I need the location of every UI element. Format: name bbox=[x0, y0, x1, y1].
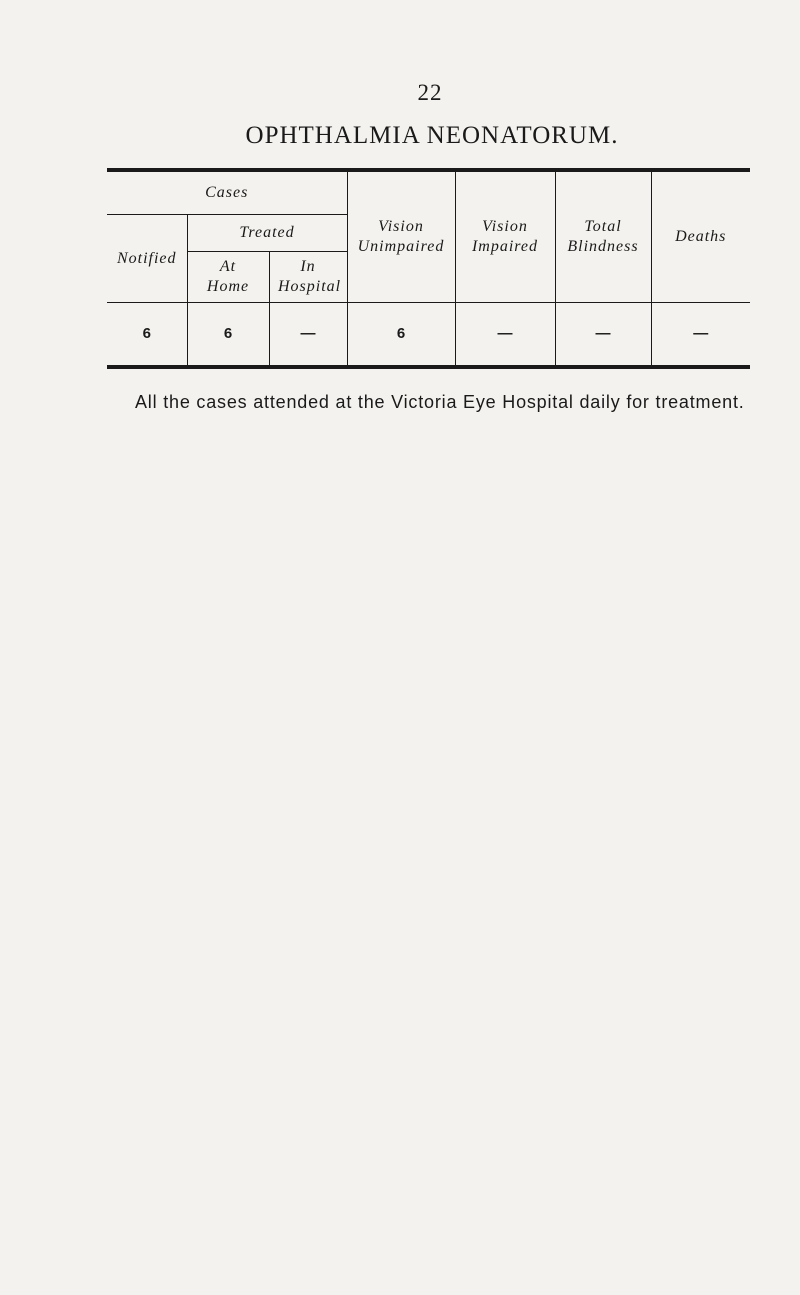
treatment-note: All the cases attended at the Victoria Eye Hospital daily for treatment. bbox=[135, 392, 745, 412]
deaths-header: Deaths bbox=[651, 170, 750, 303]
header-row-cases bbox=[107, 170, 750, 215]
at-home-value: 6 bbox=[187, 303, 269, 368]
table-row bbox=[107, 303, 750, 368]
in-hospital-value: — bbox=[269, 303, 347, 368]
at-home-header: At Home bbox=[187, 252, 269, 303]
vision-impaired-header: Vision Impaired bbox=[455, 170, 555, 303]
total-blindness-header: Total Blindness bbox=[555, 170, 651, 303]
vision-unimpaired-header: Vision Unimpaired bbox=[347, 170, 455, 303]
ophthalmia-table bbox=[107, 168, 750, 369]
vision-impaired-value: — bbox=[455, 303, 555, 368]
total-blindness-value: — bbox=[555, 303, 651, 368]
page-number: 22 bbox=[417, 80, 443, 105]
notified-value: 6 bbox=[107, 303, 187, 368]
deaths-value: — bbox=[651, 303, 750, 368]
notified-header: Notified bbox=[107, 215, 187, 303]
vision-unimpaired-value: 6 bbox=[347, 303, 455, 368]
treated-header: Treated bbox=[187, 215, 347, 252]
page-title: OPHTHALMIA NEONATORUM. bbox=[245, 122, 619, 149]
in-hospital-header: In Hospital bbox=[269, 252, 347, 303]
cases-header: Cases bbox=[107, 170, 347, 215]
